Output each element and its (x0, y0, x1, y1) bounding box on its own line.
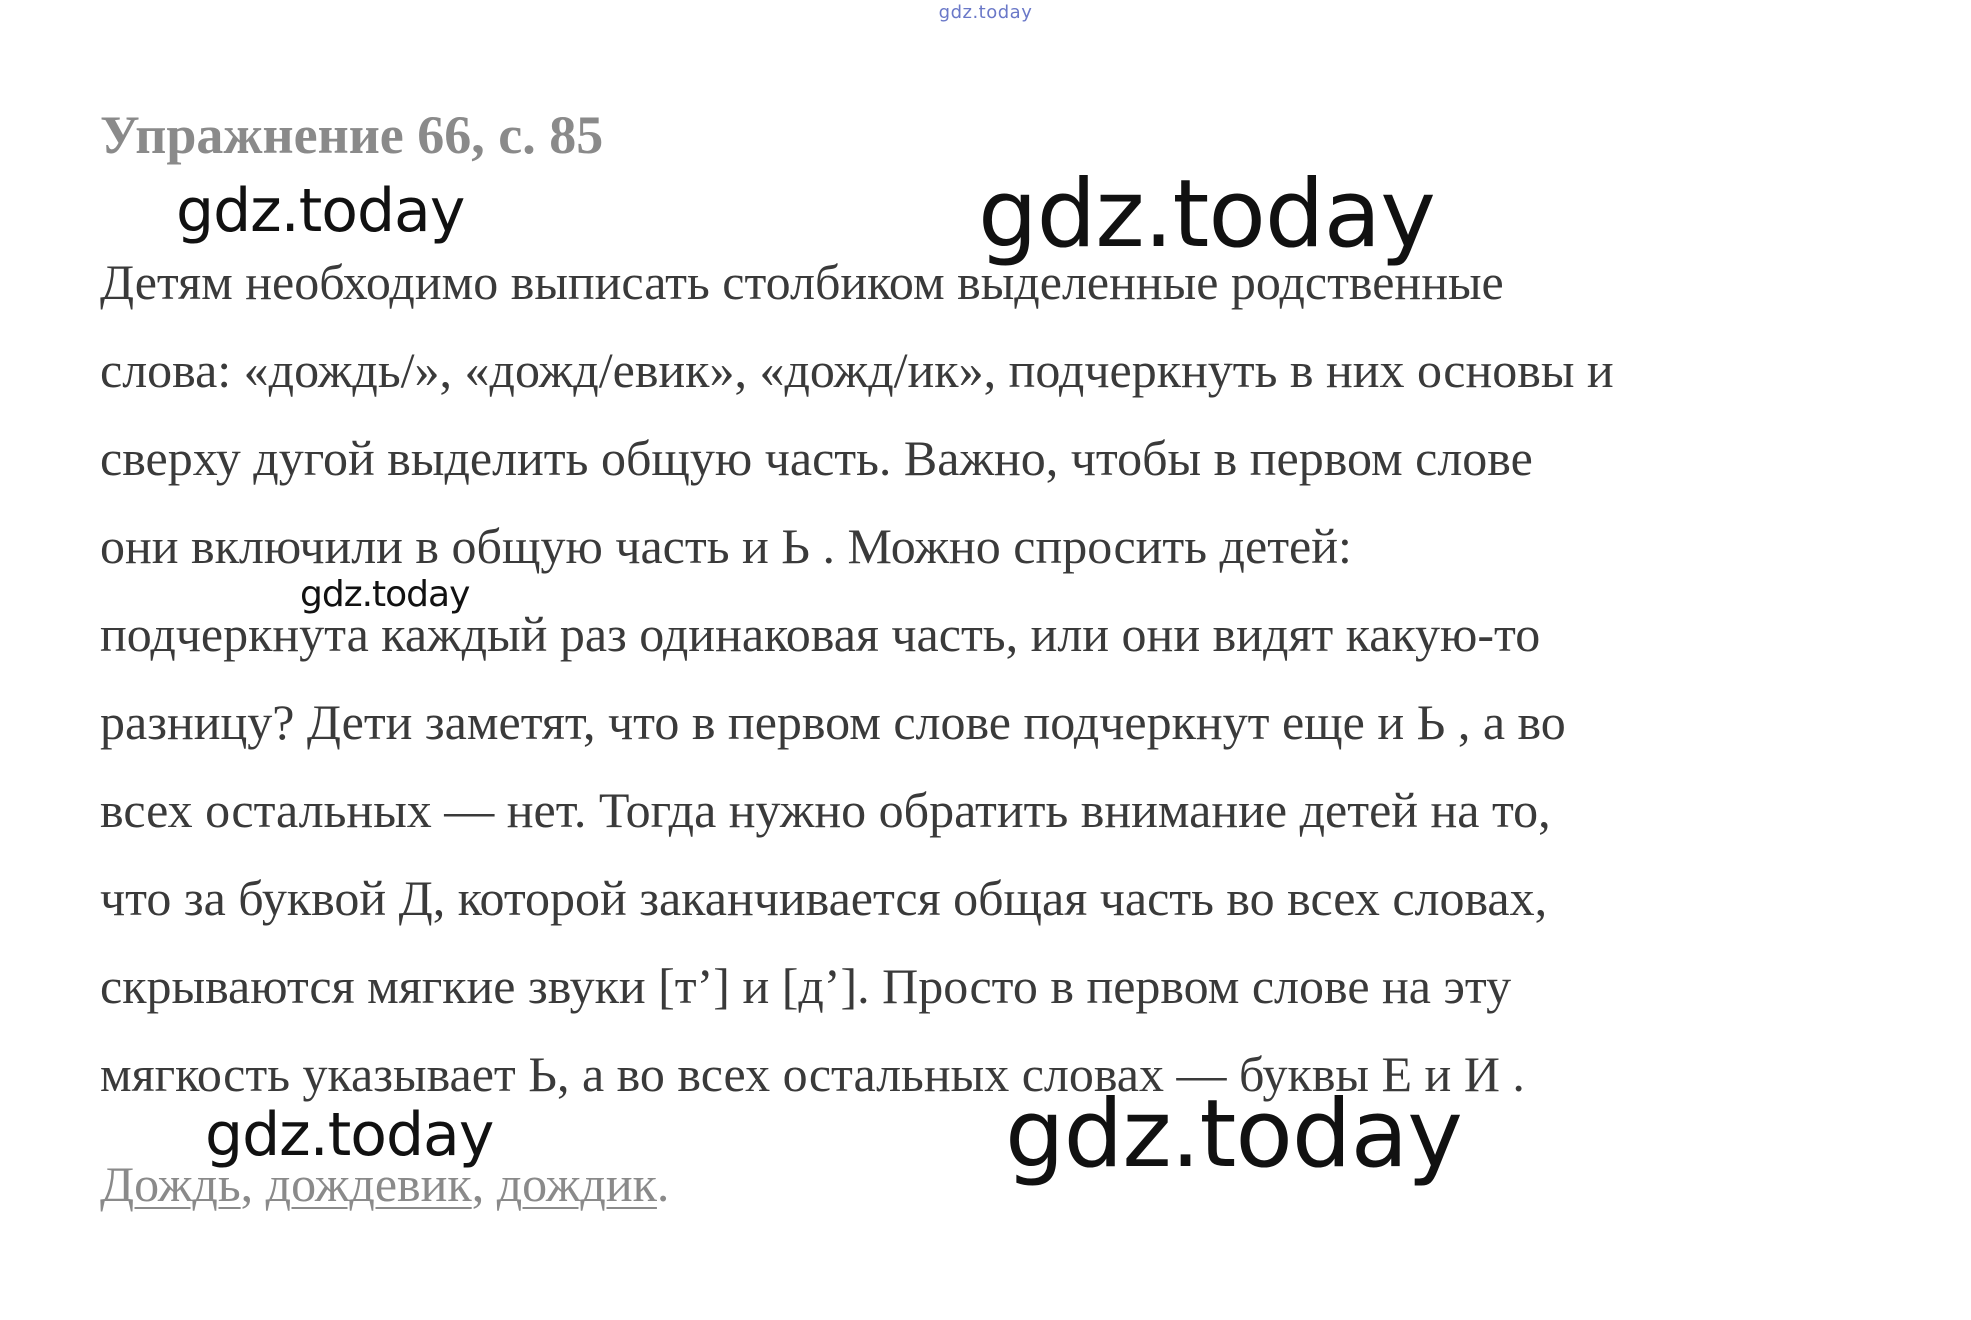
answer-word: дождик (496, 1156, 657, 1212)
answer-word: Дождь (100, 1156, 241, 1212)
body-line: всех остальных — нет. Тогда нужно обратить внимание детей на то, (100, 782, 1551, 838)
answer-separator: , (240, 1156, 266, 1212)
watermark: gdz.today (205, 1100, 494, 1170)
body-line: разницу? Дети заметят, что в первом слове подчеркнут еще и Ь , а во (100, 694, 1566, 750)
watermark: gdz.today (300, 574, 470, 615)
answer-word: дождевик (265, 1156, 472, 1212)
body-line: мягкость указывает Ь, а во всех остальных словах — буквы Е и И . (100, 1046, 1525, 1102)
watermark: gdz.today (176, 176, 465, 246)
body-line: скрываются мягкие звуки [т’] и [д’]. Просто в первом слове на эту (100, 958, 1512, 1014)
watermark: gdz.today (1005, 1080, 1462, 1189)
body-paragraph (100, 238, 1920, 1118)
watermark: gdz.today (978, 160, 1435, 269)
body-line: слова: «дождь/», «дожд/евик», «дожд/ик», подчеркнуть в них основы и (100, 342, 1614, 398)
top-watermark: gdz.today (938, 2, 1033, 23)
answer-end: . (656, 1156, 670, 1212)
body-line: они включили в общую часть и Ь . Можно спросить детей: (100, 518, 1352, 574)
body-line: что за буквой Д, которой заканчивается общая часть во всех словах, (100, 870, 1548, 926)
body-line: сверху дугой выделить общую часть. Важно, чтобы в первом слове (100, 430, 1533, 486)
exercise-heading: Упражнение 66, с. 85 (100, 105, 604, 165)
answer-separator: , (471, 1156, 497, 1212)
body-line: подчеркнута каждый раз одинаковая часть, или они видят какую-то (100, 606, 1541, 662)
body-line: Детям необходимо выписать столбиком выделенные родственные (100, 254, 1504, 310)
